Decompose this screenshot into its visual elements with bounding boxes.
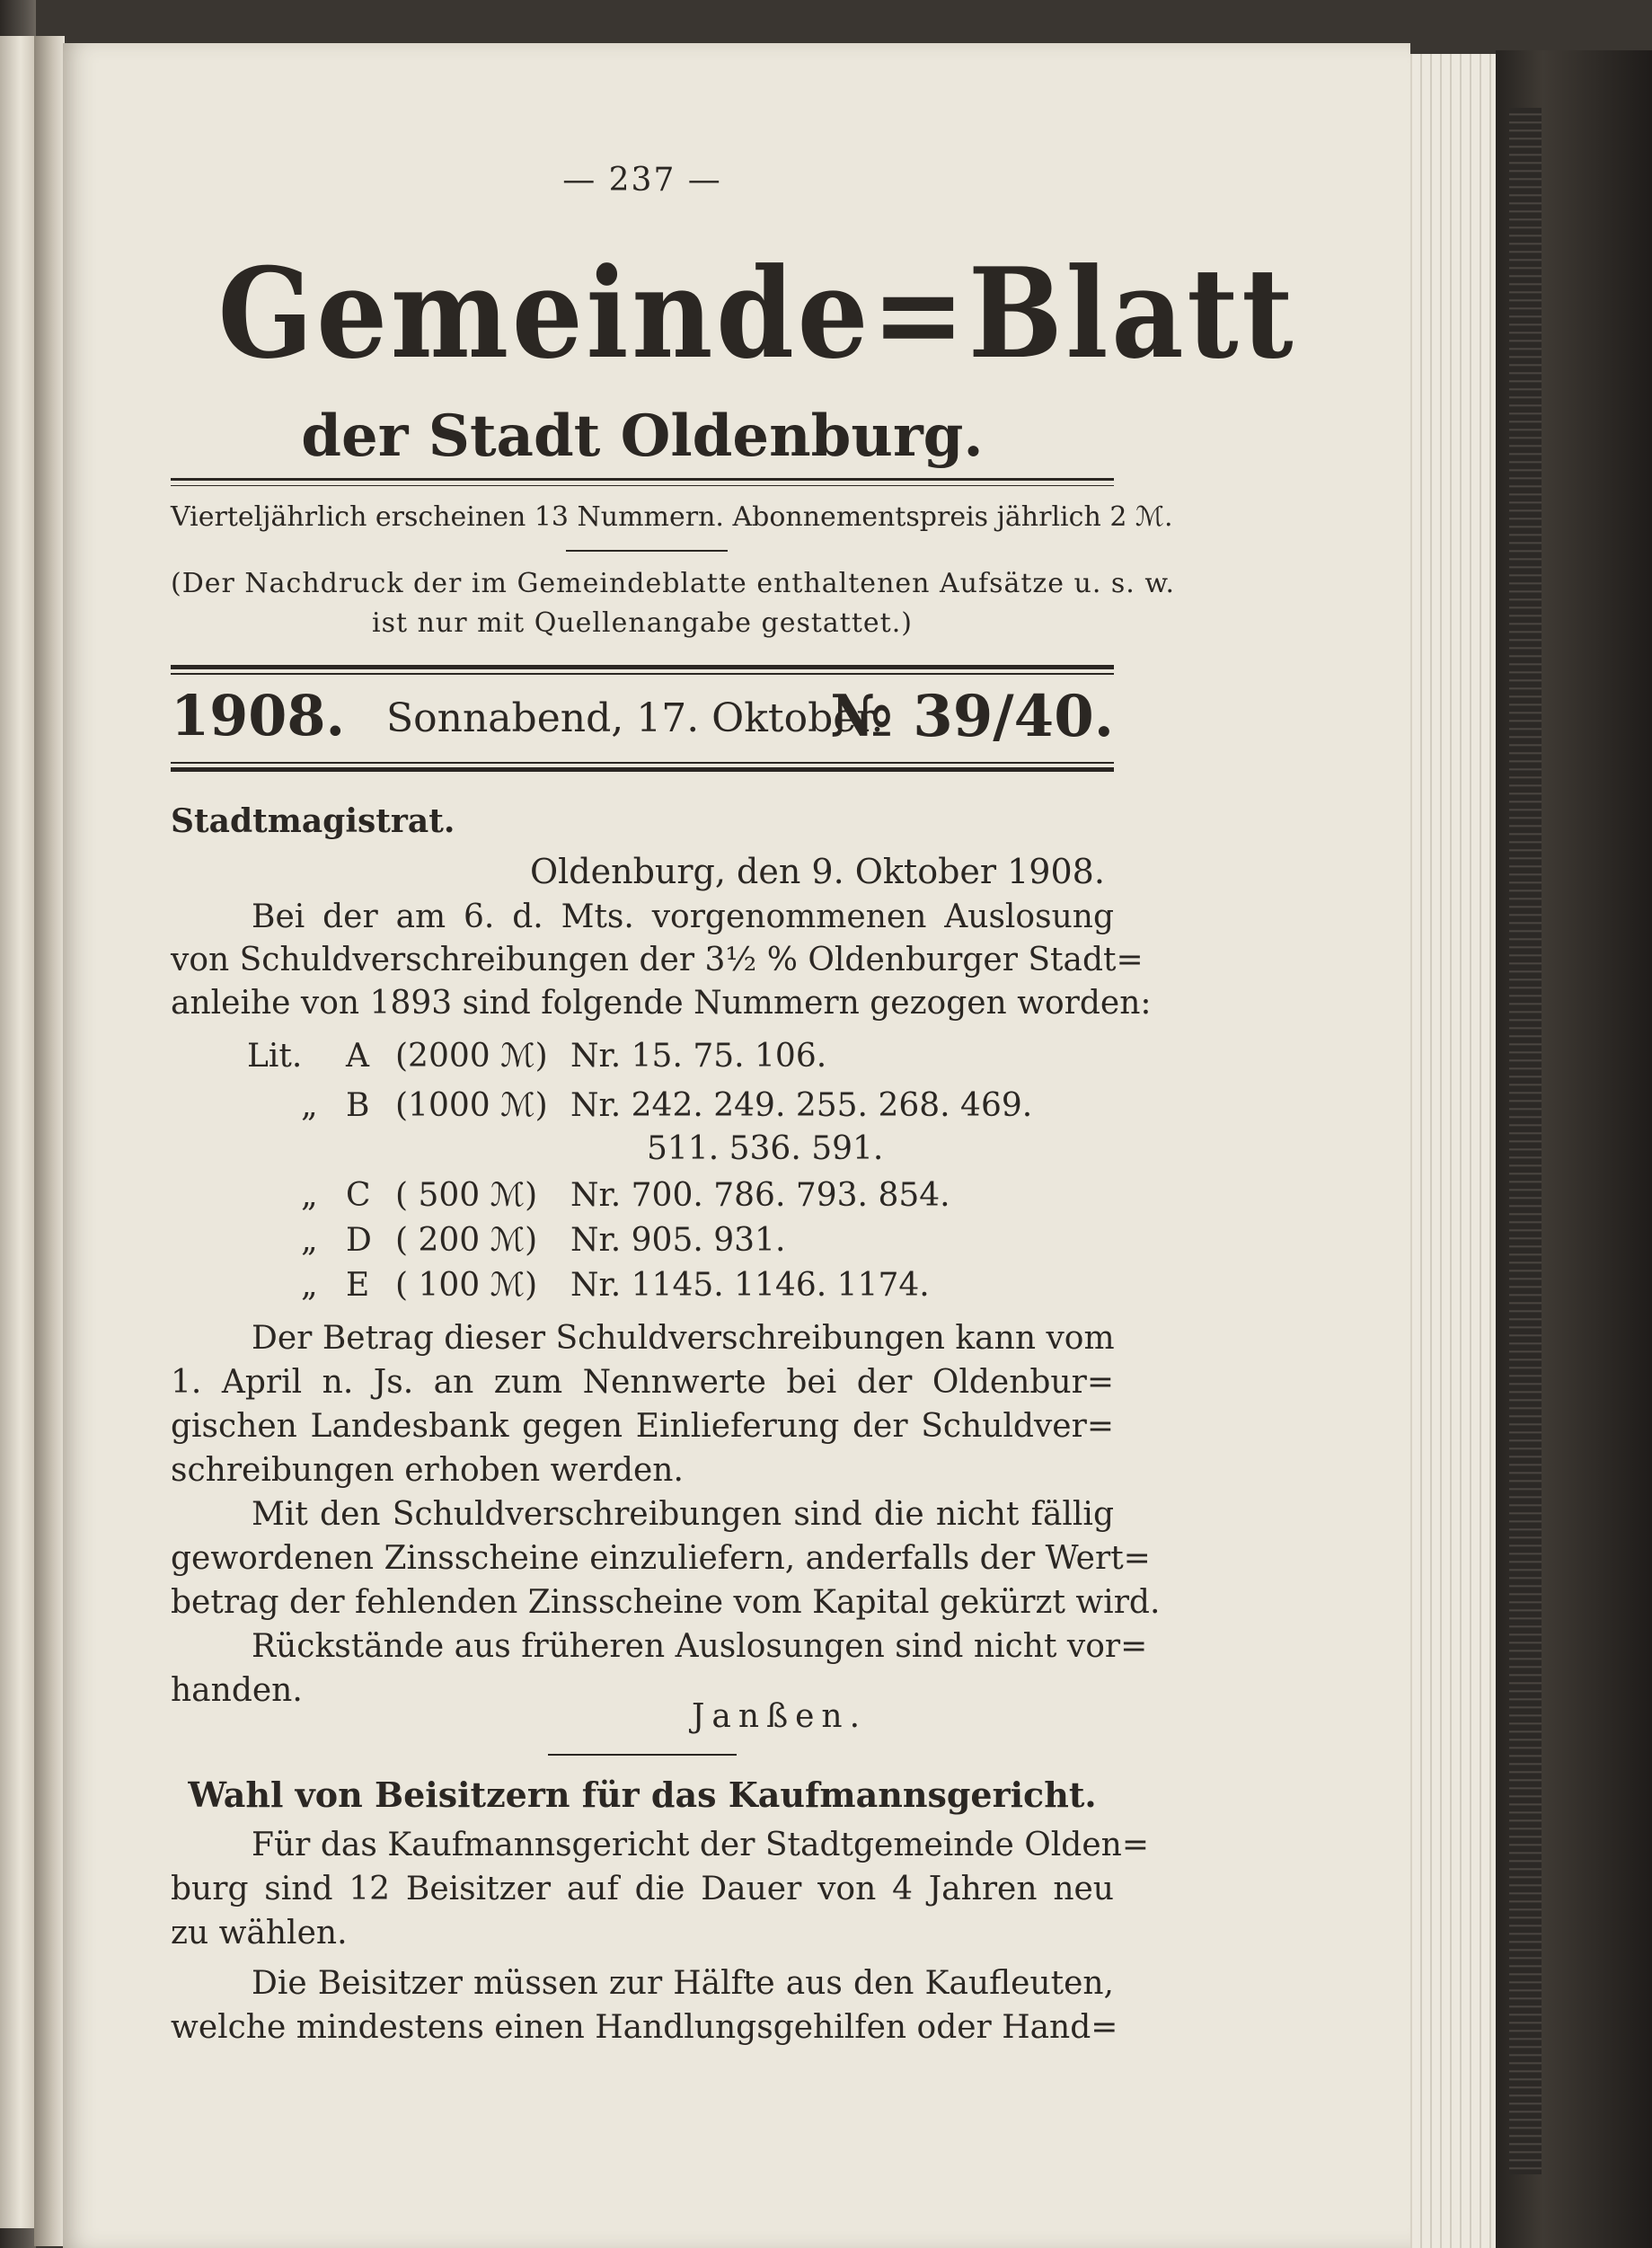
lot-letter: D bbox=[346, 1222, 372, 1259]
notice-divider bbox=[566, 550, 728, 552]
masthead-rule-top bbox=[171, 478, 1114, 481]
intro-line: von Schuldverschreibungen der 3½ % Oldenburger Stadt= bbox=[171, 942, 1144, 978]
paragraph-line: Für das Kaufmannsgericht der Stadtgemeinde Olden= bbox=[252, 1827, 1149, 1863]
page-stack-edge bbox=[1410, 54, 1497, 2248]
paragraph-line: welche mindestens einen Handlungsgehilfen oder Hand= bbox=[171, 2009, 1118, 2046]
lot-prefix: „ bbox=[301, 1177, 318, 1214]
lot-prefix: „ bbox=[301, 1267, 318, 1304]
masthead-rule-thin bbox=[171, 485, 1114, 486]
issue-rule-top-thin bbox=[171, 673, 1114, 675]
lot-letter: A bbox=[346, 1038, 369, 1075]
lot-amount: (1000 ℳ) bbox=[395, 1087, 548, 1124]
paragraph-line: betrag der fehlenden Zinsscheine vom Kapital gekürzt wird. bbox=[171, 1584, 1161, 1621]
lot-prefix: „ bbox=[301, 1087, 318, 1124]
masthead-title: Gemeinde=Blatt bbox=[217, 240, 1297, 386]
paragraph-line: Die Beisitzer müssen zur Hälfte aus den Kaufleuten, bbox=[252, 1965, 1114, 2002]
paragraph-line: burg sind 12 Beisitzer auf die Dauer von 4 Jahren neu bbox=[171, 1871, 1114, 1907]
lot-letter: B bbox=[346, 1087, 370, 1124]
lot-prefix: Lit. bbox=[247, 1038, 303, 1075]
reprint-notice-line1: (Der Nachdruck der im Gemeindeblatte enthaltenen Aufsätze u. s. w. bbox=[171, 568, 1176, 599]
lot-numbers: Nr. 15. 75. 106. bbox=[570, 1038, 827, 1075]
lot-numbers: Nr. 905. 931. bbox=[570, 1222, 786, 1259]
issue-year: 1908. bbox=[171, 683, 346, 748]
lot-numbers: Nr. 1145. 1146. 1174. bbox=[570, 1267, 930, 1304]
paragraph-line: Rückstände aus früheren Auslosungen sind nicht vor= bbox=[252, 1628, 1148, 1665]
reprint-notice-line2: ist nur mit Quellenangabe gestattet.) bbox=[372, 607, 913, 639]
dateline: Oldenburg, den 9. Oktober 1908. bbox=[530, 852, 1105, 891]
paragraph-line: gewordenen Zinsscheine einzuliefern, anderfalls der Wert= bbox=[171, 1540, 1151, 1577]
issue-rule-bottom-thin bbox=[171, 762, 1114, 764]
paragraph-line: Der Betrag dieser Schuldverschreibungen kann vom bbox=[252, 1320, 1115, 1357]
issue-rule-bottom bbox=[171, 767, 1114, 772]
lot-letter: E bbox=[346, 1267, 370, 1304]
paragraph-line: Mit den Schuldverschreibungen sind die nicht fällig bbox=[252, 1496, 1114, 1533]
lot-amount: ( 500 ℳ) bbox=[395, 1177, 538, 1214]
paragraph-line: handen. bbox=[171, 1672, 303, 1709]
section-heading-stadtmagistrat: Stadtmagistrat. bbox=[171, 802, 455, 840]
lot-letter: C bbox=[346, 1177, 371, 1214]
lot-numbers: Nr. 242. 249. 255. 268. 469. bbox=[570, 1087, 1033, 1124]
subscription-info: Vierteljährlich erscheinen 13 Nummern. Abonnementspreis jährlich 2 ℳ. bbox=[171, 501, 1173, 533]
paragraph-line: gischen Landesbank gegen Einlieferung der Schuldver= bbox=[171, 1408, 1114, 1445]
book-gutter bbox=[34, 36, 65, 2246]
previous-page-edge bbox=[0, 36, 34, 2228]
lot-numbers: Nr. 700. 786. 793. 854. bbox=[570, 1177, 950, 1214]
paragraph-line: 1. April n. Js. an zum Nennwerte bei der Oldenbur= bbox=[171, 1364, 1114, 1401]
intro-line: Bei der am 6. d. Mts. vorgenommenen Auslosung bbox=[252, 898, 1114, 935]
lot-numbers: 511. 536. 591. bbox=[647, 1130, 884, 1167]
lot-prefix: „ bbox=[301, 1222, 318, 1259]
issue-rule-top bbox=[171, 665, 1114, 669]
lot-amount: ( 100 ℳ) bbox=[395, 1267, 538, 1304]
paragraph-line: zu wählen. bbox=[171, 1915, 348, 1952]
issue-date: Sonnabend, 17. Oktober. bbox=[386, 695, 884, 741]
issue-line bbox=[171, 683, 1114, 764]
paragraph-line: schreibungen erhoben werden. bbox=[171, 1452, 684, 1489]
section-heading-kaufmannsgericht: Wahl von Beisitzern für das Kaufmannsgericht. bbox=[188, 1775, 1097, 1815]
issue-number: № 39/40. bbox=[830, 683, 1114, 750]
cover-binding-texture bbox=[1509, 108, 1542, 2174]
masthead-subtitle: der Stadt Oldenburg. bbox=[301, 403, 984, 470]
lot-amount: (2000 ℳ) bbox=[395, 1038, 548, 1075]
section-divider bbox=[548, 1754, 737, 1756]
intro-line: anleihe von 1893 sind folgende Nummern gezogen worden: bbox=[171, 985, 1152, 1022]
lot-amount: ( 200 ℳ) bbox=[395, 1222, 538, 1259]
page-number: — 237 — bbox=[562, 162, 722, 199]
signature: Janßen. bbox=[692, 1698, 868, 1735]
